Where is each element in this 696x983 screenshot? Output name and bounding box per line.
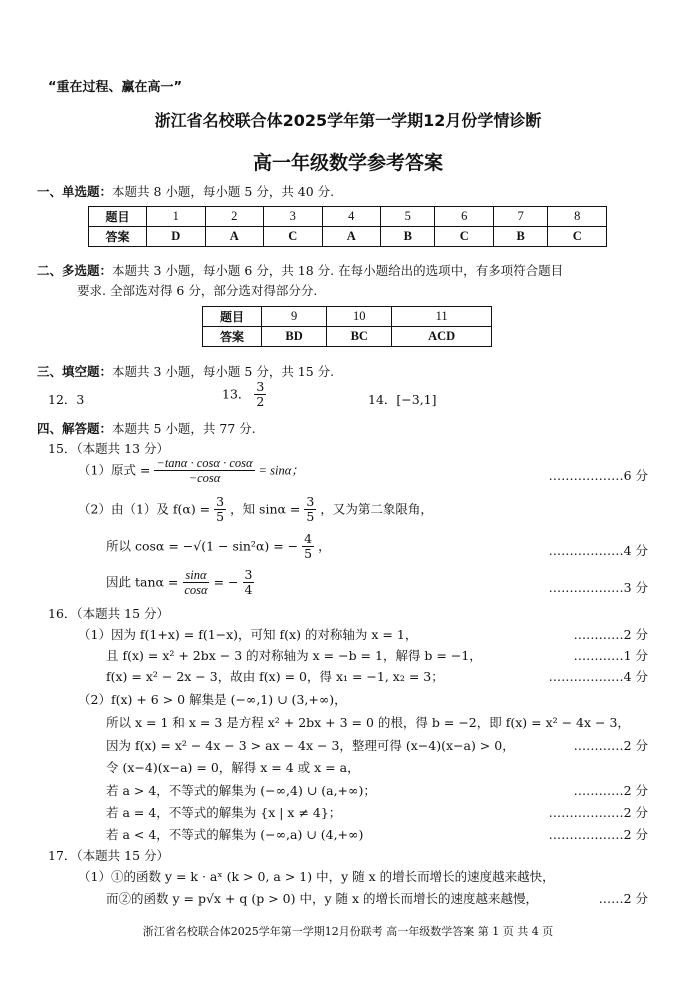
fraction-denominator: 5 xyxy=(304,546,313,562)
section1-a-cell: C xyxy=(264,227,323,247)
answer-13-label: 13． xyxy=(222,386,251,402)
section2-q-cell: 10 xyxy=(327,307,392,327)
q15-l4-fraction2 xyxy=(243,568,255,598)
q17-line2: 而②的函数 y = p√x + q (p > 0) 中，y 随 x 的增长而增长的速度越来越慢， xyxy=(106,891,539,906)
q16-l10-score: ………………2 分 xyxy=(548,827,648,842)
section1-a-label: 答案 xyxy=(89,227,147,247)
q16-title: 16．（本题共 15 分） xyxy=(48,606,170,621)
section1-a-cell: C xyxy=(435,227,494,247)
section1-q-label: 题目 xyxy=(89,207,147,227)
answer-12: 12．3 xyxy=(48,392,85,407)
q16-l6-score: …………2 分 xyxy=(573,738,648,753)
q16-line9: 若 a = 4，不等式的解集为 {x | x ≠ 4}； xyxy=(106,805,342,820)
section2-heading: 二、多选题： xyxy=(37,263,113,278)
q16-l2-score: …………1 分 xyxy=(573,648,648,663)
q16-l3-score: ………………4 分 xyxy=(548,669,648,684)
q15-line3 xyxy=(106,532,331,562)
answer-13-fraction xyxy=(254,380,266,410)
q16-line7: 令 (x−4)(x−a) = 0，解得 x = 4 或 x = a， xyxy=(106,760,360,775)
section1-a-cell: C xyxy=(548,227,607,247)
section1-q-cell: 8 xyxy=(548,207,607,227)
q17-l2-score: ……2 分 xyxy=(598,891,648,906)
slogan: “重在过程、赢在高一” xyxy=(48,80,183,95)
answer-14: 14．[−3,1] xyxy=(368,392,437,407)
section3-desc: 本题共 3 小题，每小题 5 分，共 15 分. xyxy=(112,364,335,379)
section1-desc: 本题共 8 小题，每小题 5 分，共 40 分. xyxy=(112,184,335,199)
q15-line4 xyxy=(106,568,254,598)
section2-header xyxy=(37,261,563,279)
q17-title: 17．（本题共 15 分） xyxy=(48,848,170,863)
fraction-numerator: sinα xyxy=(185,568,207,582)
section1-heading: 一、单选题： xyxy=(37,184,113,199)
q15-l2-b: ，知 sinα = xyxy=(230,501,301,517)
fraction-numerator: 3 xyxy=(306,494,315,509)
section1-a-cell: D xyxy=(147,227,206,247)
section1-q-cell: 6 xyxy=(435,207,494,227)
q15-line2 xyxy=(78,495,433,525)
section2-a-cell: BC xyxy=(327,327,392,347)
q16-l1-score: …………2 分 xyxy=(573,627,648,642)
section2-q-cell: 11 xyxy=(392,307,492,327)
q15-l3-score: ………………4 分 xyxy=(548,543,648,558)
q15-l2-fraction1 xyxy=(214,495,226,525)
section1-answer-row xyxy=(89,227,607,247)
q16-line10: 若 a < 4，不等式的解集为 (−∞,a) ∪ (4,+∞) xyxy=(106,827,364,842)
section1-a-cell: B xyxy=(381,227,435,247)
answer-13 xyxy=(222,380,266,410)
section2-answer-table xyxy=(202,306,492,347)
q15-l4-a: 因此 tanα = xyxy=(106,574,179,590)
section2-a-cell: BD xyxy=(262,327,327,347)
section2-desc-line2: 要求. 全部选对得 6 分，部分选对得部分分. xyxy=(77,283,318,298)
q15-l2-c: ，又为第二象限角， xyxy=(320,501,433,517)
section4-heading: 四、解答题： xyxy=(37,421,113,436)
q15-l3-fraction xyxy=(302,532,314,562)
section2-q-cell: 9 xyxy=(262,307,327,327)
section2-a-label: 答案 xyxy=(203,327,262,347)
section1-answer-table xyxy=(88,206,607,247)
q15-l2-a: （2）由（1）及 f(α) = xyxy=(78,501,211,517)
fraction-denominator: −cosα xyxy=(188,471,221,486)
section1-a-cell: A xyxy=(322,227,381,247)
q16-line5: 所以 x = 1 和 x = 3 是方程 x² + 2bx + 3 = 0 的根，得 b = −2，即 f(x) = x² − 4x − 3， xyxy=(106,715,630,730)
section2-answer-row xyxy=(203,327,492,347)
fraction-numerator: 3 xyxy=(256,379,265,394)
q15-l1-suffix: = sinα； xyxy=(258,463,304,478)
section4-desc: 本题共 5 小题，共 77 分. xyxy=(112,421,256,436)
q16-line3: f(x) = x² − 2x − 3，故由 f(x) = 0，得 x₁ = −1, x₂ = 3； xyxy=(106,669,444,684)
document-title: 浙江省名校联合体2025学年第一学期12月份学情诊断 xyxy=(154,111,542,130)
q15-l1-score: ………………6 分 xyxy=(548,468,648,483)
q15-l4-fraction1 xyxy=(182,568,209,598)
q16-l8-score: …………2 分 xyxy=(573,783,648,798)
q15-l2-fraction2 xyxy=(304,495,316,525)
q17-line1: （1）①的函数 y = k · aˣ (k > 0, a > 1) 中，y 随 x 的增长而增长的速度越来越快， xyxy=(78,869,555,884)
section1-q-cell: 7 xyxy=(493,207,547,227)
section1-header xyxy=(37,182,334,200)
q16-line4: （2）f(x) + 6 > 0 解集是 (−∞,1) ∪ (3,+∞)， xyxy=(78,692,347,707)
fraction-numerator: 3 xyxy=(216,494,225,509)
section2-q-label: 题目 xyxy=(203,307,262,327)
section3-header xyxy=(37,362,334,380)
fraction-numerator: 3 xyxy=(244,567,253,582)
q16-line8: 若 a > 4，不等式的解集为 (−∞,4) ∪ (a,+∞)； xyxy=(106,783,376,798)
q16-line6: 因为 f(x) = x² − 4x − 3 > ax − 4x − 3，整理可得 (x−4)(x−a) > 0， xyxy=(106,738,515,753)
section2-question-row xyxy=(203,307,492,327)
q15-l1-prefix: （1）原式 = xyxy=(78,462,151,478)
section3-heading: 三、填空题： xyxy=(37,364,113,379)
fraction-numerator: −tanα · cosα · cosα xyxy=(156,456,253,470)
section1-q-cell: 1 xyxy=(147,207,206,227)
section1-question-row xyxy=(89,207,607,227)
section2-desc-line1: 本题共 3 小题，每小题 6 分，共 18 分. 在每小题给出的选项中，有多项符合题目 xyxy=(112,263,564,278)
section1-a-cell: A xyxy=(205,227,264,247)
q16-line2: 且 f(x) = x² + 2bx − 3 的对称轴为 x = −b = 1，解得 b = −1， xyxy=(106,648,482,663)
fraction-denominator: 5 xyxy=(306,509,315,525)
q15-line1 xyxy=(78,456,304,486)
fraction-denominator: cosα xyxy=(184,583,208,598)
section4-header xyxy=(37,419,256,437)
fraction-denominator: 2 xyxy=(256,394,265,410)
fraction-numerator: 4 xyxy=(304,531,313,546)
section2-a-cell: ACD xyxy=(392,327,492,347)
page-footer: 浙江省名校联合体2025学年第一学期12月份联考 高一年级数学答案 第 1 页 共 4 页 xyxy=(142,925,554,938)
q15-l3-b: ， xyxy=(318,538,331,554)
section1-q-cell: 2 xyxy=(205,207,264,227)
document-subtitle: 高一年级数学参考答案 xyxy=(252,152,443,174)
q16-line1: （1）因为 f(1+x) = f(1−x)，可知 f(x) 的对称轴为 x = 1， xyxy=(78,627,418,642)
section1-q-cell: 5 xyxy=(381,207,435,227)
q15-l4-b: = − xyxy=(213,574,239,590)
section1-q-cell: 3 xyxy=(264,207,323,227)
q15-l4-score: ………………3 分 xyxy=(548,580,648,595)
section1-a-cell: B xyxy=(493,227,547,247)
fraction-denominator: 5 xyxy=(216,509,225,525)
q15-l3-a: 所以 cosα = −√(1 − sin²α) = − xyxy=(106,538,299,554)
q15-title: 15．（本题共 13 分） xyxy=(48,441,170,456)
fraction-denominator: 4 xyxy=(244,582,253,598)
section1-q-cell: 4 xyxy=(322,207,381,227)
q16-l9-score: ………………2 分 xyxy=(548,805,648,820)
q15-l1-fraction xyxy=(154,456,254,486)
